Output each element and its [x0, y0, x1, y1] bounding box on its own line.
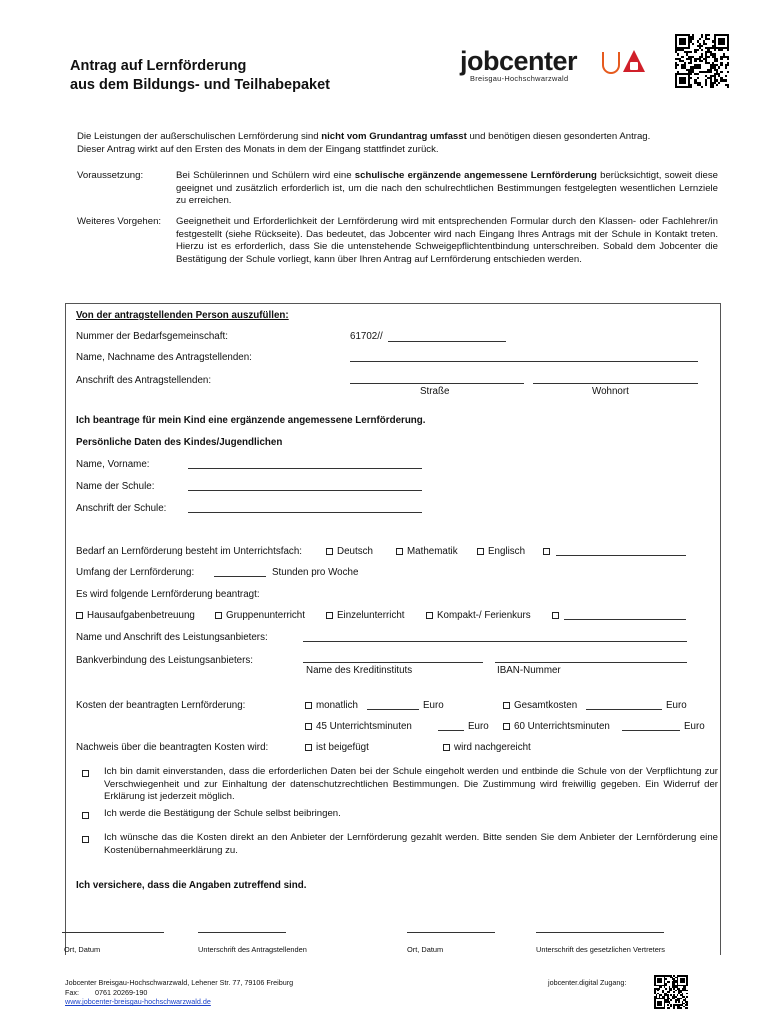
checkbox-icon[interactable]	[443, 744, 450, 751]
type-compact-label: Kompakt-/ Ferienkurs	[437, 610, 531, 621]
street-caption: Straße	[420, 386, 450, 397]
cost-total-label: Gesamtkosten	[514, 700, 578, 711]
request-statement: Ich beantrage für mein Kind eine ergänzende angemessene Lernförderung.	[76, 415, 426, 426]
qr-code-icon	[654, 975, 688, 1009]
voraussetzung-a: Bei Schülerinnen und Schülern wird eine	[176, 170, 355, 181]
voraussetzung-text	[176, 170, 718, 208]
city-caption: Wohnort	[592, 386, 629, 397]
type-homework-label: Hausaufgabenbetreuung	[87, 610, 195, 621]
checkbox-icon[interactable]	[396, 548, 403, 555]
bank-name-caption: Name des Kreditinstituts	[306, 665, 413, 676]
cost-60-label: 60 Unterrichtsminuten	[514, 721, 610, 732]
proof-label: Nachweis über die beantragten Kosten wird:	[76, 742, 269, 753]
page-title	[70, 57, 330, 95]
type-other-field[interactable]	[564, 619, 686, 620]
cost-45-label: 45 Unterrichtsminuten	[316, 721, 412, 732]
footer-digital-access: jobcenter.digital Zugang:	[548, 978, 627, 987]
child-data-heading: Persönliche Daten des Kindes/Jugendlichen	[76, 437, 283, 448]
subject-label: Bedarf an Lernförderung besteht im Unterrichtsfach:	[76, 546, 302, 557]
sig-place-date-caption: Ort, Datum	[64, 945, 101, 954]
checkbox-icon[interactable]	[305, 723, 312, 730]
school-address-field[interactable]	[188, 512, 422, 513]
type-individual[interactable]	[326, 610, 405, 621]
subject-other-field[interactable]	[556, 555, 686, 556]
voraussetzung-label: Voraussetzung:	[77, 170, 144, 181]
cost-monthly[interactable]	[305, 700, 358, 711]
provider-field[interactable]	[303, 641, 687, 642]
intro-text	[77, 130, 727, 156]
applicant-form-box	[65, 303, 721, 955]
iban-caption: IBAN-Nummer	[497, 665, 561, 676]
sig-place-date2-field[interactable]	[407, 932, 495, 933]
bg-number-field[interactable]	[388, 341, 506, 342]
proof-attached[interactable]	[305, 742, 369, 753]
type-group-label: Gruppenunterricht	[226, 610, 305, 621]
cost-60[interactable]	[503, 721, 610, 732]
cost-45-field[interactable]	[438, 730, 464, 731]
type-group[interactable]	[215, 610, 305, 621]
type-label: Es wird folgende Lernförderung beantragt:	[76, 589, 260, 600]
cost-monthly-field[interactable]	[367, 709, 419, 710]
voraussetzung-bold: schulische ergänzende angemessene Lernförderung	[354, 170, 597, 181]
checkbox-icon[interactable]	[215, 612, 222, 619]
cost-60-euro: Euro	[684, 721, 705, 732]
intro-p1-a: Die Leistungen der außerschulischen Lernförderung sind	[77, 131, 322, 142]
proof-later-label: wird nachgereicht	[454, 742, 531, 753]
form-section-title: Von der antragstellenden Person auszufüllen:	[76, 310, 289, 321]
cost-total-field[interactable]	[586, 709, 662, 710]
checkbox-icon[interactable]	[82, 770, 89, 777]
sig-applicant-field[interactable]	[198, 932, 286, 933]
amount-unit: Stunden pro Woche	[272, 567, 359, 578]
checkbox-icon[interactable]	[477, 548, 484, 555]
sig-guardian-field[interactable]	[536, 932, 664, 933]
school-address-label: Anschrift der Schule:	[76, 503, 167, 514]
school-name-label: Name der Schule:	[76, 481, 155, 492]
consent-3-text: Ich wünsche das die Kosten direkt an den Anbieter der Lernförderung gezahlt werden. Bitte senden Sie dem Anbieter der Lernförderung eine Kostenübernahmeerklärung zu.	[104, 832, 718, 856]
checkbox-icon[interactable]	[305, 744, 312, 751]
checkbox-icon[interactable]	[503, 702, 510, 709]
sig-applicant-caption: Unterschrift des Antragstellenden	[198, 945, 307, 954]
subject-other[interactable]	[543, 546, 554, 557]
type-other[interactable]	[552, 610, 563, 621]
vorgehen-label: Weiteres Vorgehen:	[77, 216, 162, 227]
checkbox-icon[interactable]	[503, 723, 510, 730]
logo-wordmark: jobcenter	[460, 46, 578, 76]
subject-mathematik[interactable]	[396, 546, 458, 557]
logo-u-icon	[602, 52, 620, 74]
footer-website-link[interactable]: www.jobcenter-breisgau-hochschwarzwald.de	[65, 997, 211, 1006]
subject-mathematik-label: Mathematik	[407, 546, 458, 557]
intro-p1-bold: nicht vom Grundantrag umfasst	[321, 131, 467, 142]
checkbox-icon[interactable]	[543, 548, 550, 555]
checkbox-icon[interactable]	[76, 612, 83, 619]
voraussetzung-b: berücksichtigt, soweit diese geeignet und zusätzlich erforderlich ist, um die nach den schulrechtlichen Bestimmungen festgelegten wesentlichen Lernziele zu erreichen.	[176, 170, 718, 207]
cost-total-euro: Euro	[666, 700, 687, 711]
consent-2-checkbox[interactable]	[82, 810, 93, 821]
type-compact[interactable]	[426, 610, 531, 621]
subject-englisch-label: Englisch	[488, 546, 526, 557]
vorgehen-text: Geeignetheit und Erforderlichkeit der Lernförderung wird mit entsprechenden Formular durch den Klassen- oder Fachlehrer/in festgestellt (siehe Rückseite). Das bedeutet, das Jobcenter wird nach Eingang Ihres Antrags mit der Schule in Kontakt treten. Hierzu ist es erforderlich, dass Sie die untenstehende Schweigepflichtentbindung unterschreiben. Sobald dem Jobcenter die Bestätigung der Schule vorliegt, kann über Ihren Antrag auf Lernförderung entschieden werden.	[176, 216, 718, 265]
checkbox-icon[interactable]	[305, 702, 312, 709]
bank-label: Bankverbindung des Leistungsanbieters:	[76, 655, 254, 666]
school-name-field[interactable]	[188, 490, 422, 491]
subject-deutsch-label: Deutsch	[337, 546, 373, 557]
bg-number-label: Nummer der Bedarfsgemeinschaft:	[76, 331, 228, 342]
sig-place-date-field[interactable]	[62, 932, 164, 933]
qr-code-icon	[675, 34, 729, 88]
sig-place-date2-caption: Ort, Datum	[407, 945, 444, 954]
cost-total[interactable]	[503, 700, 577, 711]
child-name-field[interactable]	[188, 468, 422, 469]
footer-fax: 0761 20269-190	[94, 987, 148, 997]
amount-field[interactable]	[214, 576, 266, 577]
subject-englisch[interactable]	[477, 546, 525, 557]
checkbox-icon[interactable]	[552, 612, 559, 619]
title-line-1: Antrag auf Lernförderung	[70, 58, 247, 74]
cost-monthly-label: monatlich	[316, 700, 358, 711]
intro-p1-b: und benötigen diesen gesonderten Antrag.	[466, 131, 651, 142]
consent-2-text: Ich werde die Bestätigung der Schule selbst beibringen.	[104, 808, 341, 819]
type-homework[interactable]	[76, 610, 195, 621]
jobcenter-logo	[460, 46, 660, 86]
bg-number-prefix: 61702//	[350, 331, 383, 342]
cost-45-euro: Euro	[468, 721, 489, 732]
consent-3-checkbox[interactable]	[82, 834, 93, 845]
title-line-2: aus dem Bildungs- und Teilhabepaket	[70, 77, 330, 93]
footer-fax-label: Fax:	[65, 987, 79, 997]
street-field[interactable]	[350, 383, 524, 384]
city-field[interactable]	[533, 383, 698, 384]
applicant-name-label: Name, Nachname des Antragstellenden:	[76, 352, 252, 363]
provider-label: Name und Anschrift des Leistungsanbieters:	[76, 632, 268, 643]
bank-name-field[interactable]	[303, 662, 483, 663]
child-name-label: Name, Vorname:	[76, 459, 150, 470]
logo-subtitle: Breisgau-Hochschwarzwald	[470, 74, 569, 83]
cost-label: Kosten der beantragten Lernförderung:	[76, 700, 246, 711]
checkbox-icon[interactable]	[82, 836, 89, 843]
amount-label: Umfang der Lernförderung:	[76, 567, 195, 578]
footer-address-block	[65, 978, 293, 1007]
iban-field[interactable]	[495, 662, 687, 663]
subject-deutsch[interactable]	[326, 546, 373, 557]
footer-address: Jobcenter Breisgau-Hochschwarzwald, Lehener Str. 77, 79106 Freiburg	[65, 978, 294, 987]
sig-guardian-caption: Unterschrift des gesetzlichen Vertreters	[536, 945, 665, 954]
consent-1-checkbox[interactable]	[82, 768, 93, 779]
cost-45[interactable]	[305, 721, 412, 732]
proof-later[interactable]	[443, 742, 531, 753]
assurance-statement: Ich versichere, dass die Angaben zutreffend sind.	[76, 880, 307, 891]
proof-attached-label: ist beigefügt	[316, 742, 369, 753]
applicant-name-field[interactable]	[350, 361, 698, 362]
checkbox-icon[interactable]	[326, 612, 333, 619]
checkbox-icon[interactable]	[82, 812, 89, 819]
intro-p2: Dieser Antrag wirkt auf den Ersten des Monats in dem der Eingang stattfindet zurück.	[77, 144, 439, 155]
applicant-address-label: Anschrift des Antragstellenden:	[76, 375, 212, 386]
cost-60-field[interactable]	[622, 730, 680, 731]
cost-monthly-euro: Euro	[423, 700, 444, 711]
consent-1-text: Ich bin damit einverstanden, dass die erforderlichen Daten bei der Schule eingeholt werden und entbinde die Schule von der Verpflichtung zur Verschwiegenheit und zur Einhaltung der datenschutzrechtlichen Bestimmungen. Die Zustimmung wird freiwillig gegeben. Ein Widerruf der Erklärung ist jederzeit möglich.	[104, 766, 718, 803]
type-individual-label: Einzelunterricht	[337, 610, 405, 621]
logo-a-inner-icon	[630, 62, 638, 70]
checkbox-icon[interactable]	[326, 548, 333, 555]
checkbox-icon[interactable]	[426, 612, 433, 619]
